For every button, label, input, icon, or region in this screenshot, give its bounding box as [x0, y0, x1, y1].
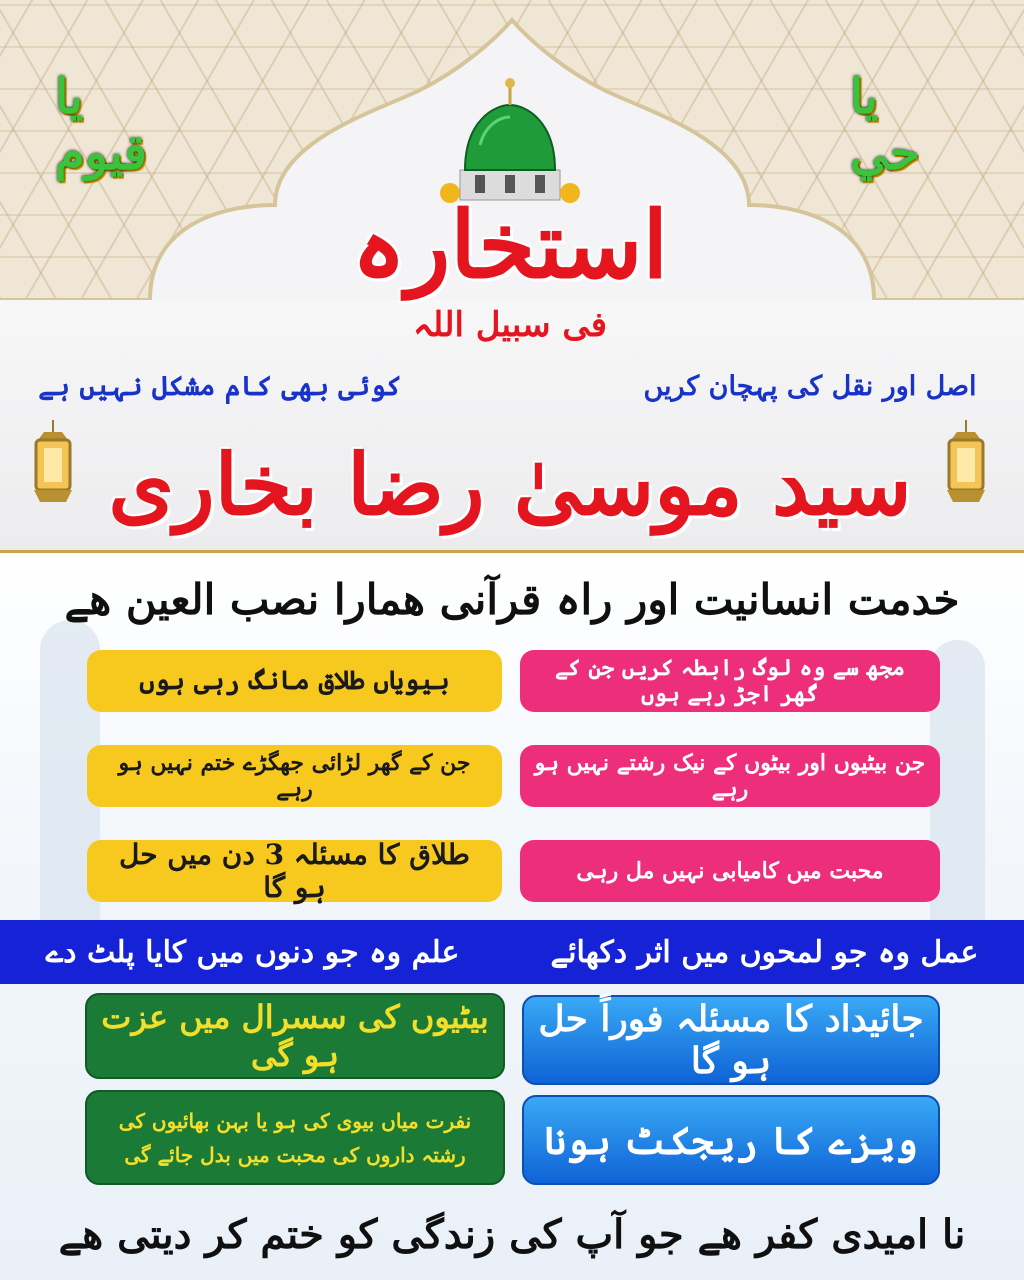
service-pill: جن کے گھر لڑائی جھگڑے ختم نہیں ہو رہے	[87, 745, 502, 807]
highlight-band	[0, 920, 1024, 984]
band-text-left: علم وہ جو دنوں میں کایا پلٹ دے	[45, 934, 460, 970]
service-pill: بیویاں طلاق مانگ رہی ہوں	[87, 650, 502, 712]
service-pill: نفرت میاں بیوی کی ہو یا بہن بھائیوں کی رشتہ داروں کی محبت میں بدل جائے گی	[85, 1090, 505, 1185]
service-pill: مجھ سے وہ لوگ رابطہ کریں جن کے گھر اجڑ رہے ہوں	[520, 650, 940, 712]
tagline-left: کوئی بھی کام مشکل نہیں ہے	[38, 371, 402, 402]
tagline-right: اصل اور نقل کی پہچان کریں	[643, 371, 977, 402]
dome-icon	[440, 75, 580, 205]
service-pill: جن بیٹیوں اور بیٹوں کے نیک رشتے نہیں ہو رہے	[520, 745, 940, 807]
service-pill: محبت میں کامیابی نہیں مل رہی	[520, 840, 940, 902]
service-pill: بیٹیوں کی سسرال میں عزت ہو گی	[85, 993, 505, 1079]
footer-text: نا امیدی کفر ھے جو آپ کی زندگی کو ختم کر دیتی ھے	[58, 1211, 966, 1258]
service-pill: جائیداد کا مسئلہ فوراً حل ہو گا	[522, 995, 940, 1085]
page-subtitle: فی سبیل اللہ	[412, 305, 607, 345]
band-text-right: عمل وہ جو لمحوں میں اثر دکھائے	[550, 934, 979, 970]
service-pill: ویزے کا ریجکٹ ہونا	[522, 1095, 940, 1185]
page-title: استخارہ	[351, 191, 669, 299]
lantern-icon	[935, 420, 997, 510]
divider-line	[0, 550, 1024, 553]
lantern-icon	[22, 420, 84, 510]
motto-text: خدمت انسانیت اور راہ قرآنی ھمارا نصب العین ھے	[64, 575, 960, 624]
calligraphy-icon: يا قيوم	[55, 69, 147, 181]
calligraphy-icon: يا حي	[850, 69, 920, 181]
service-pill: طلاق کا مسئلہ 3 دن میں حل ہو گا	[87, 840, 502, 902]
person-name: سید موسیٰ رضا بخاری	[108, 435, 912, 534]
